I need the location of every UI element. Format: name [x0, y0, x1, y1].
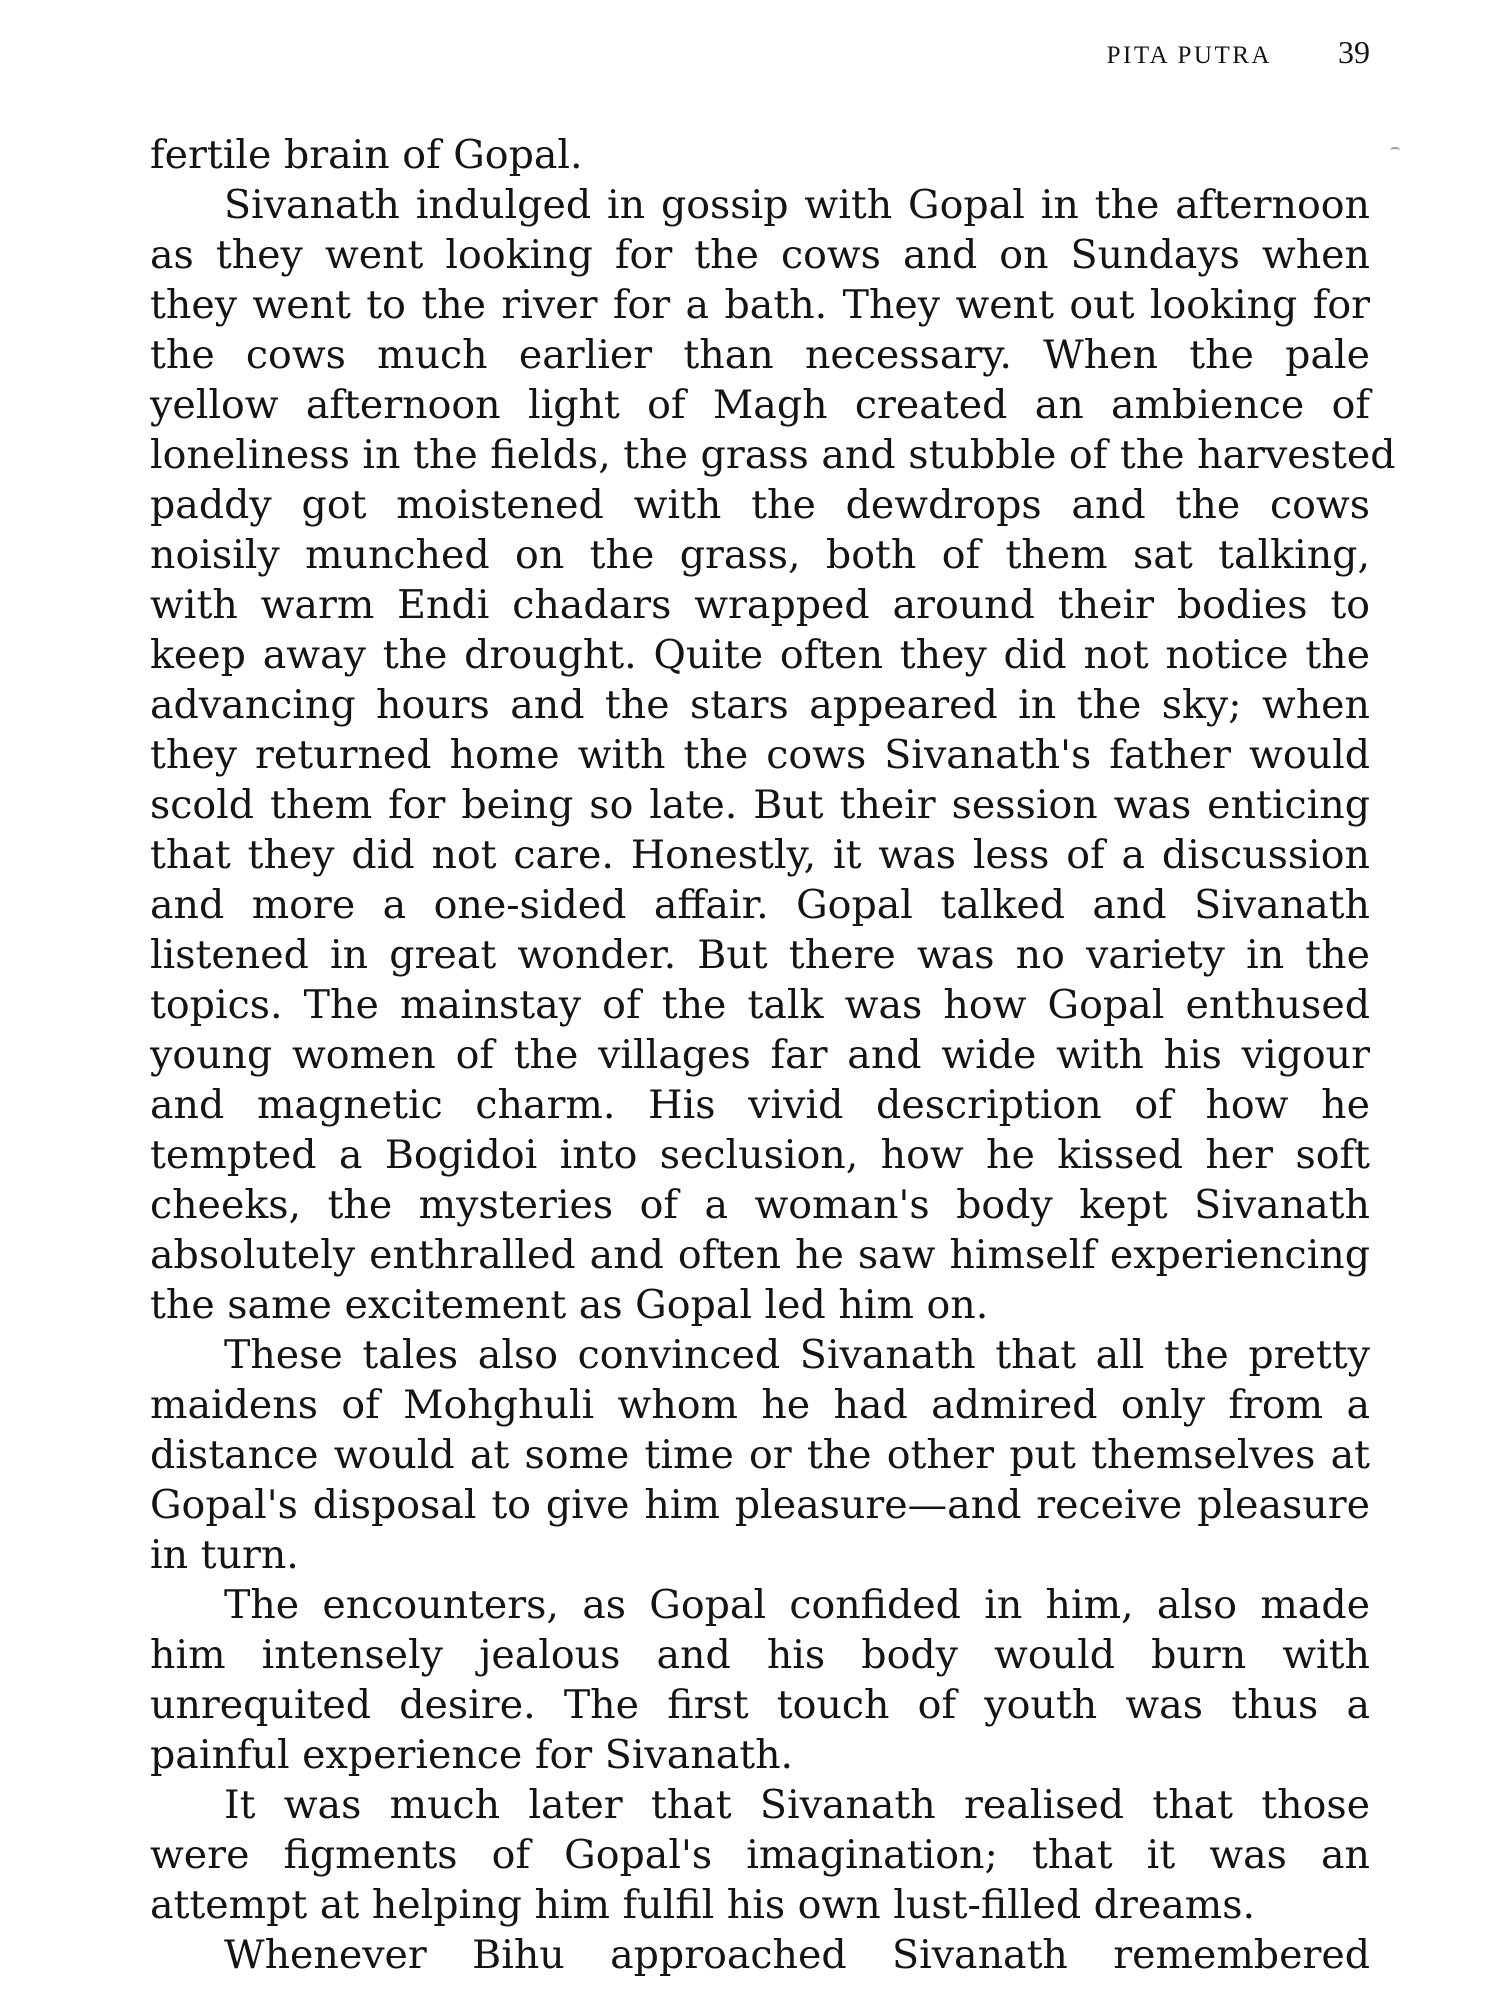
text-line: noisily munched on the grass, both of them sat talking, [150, 532, 1370, 578]
text-line: scold them for being so late. But their session was enticing [150, 782, 1370, 828]
text-line: yellow afternoon light of Magh created an ambience of [150, 382, 1370, 428]
text-line: keep away the drought. Quite often they did not notice the [150, 632, 1370, 678]
text-line: as they went looking for the cows and on Sundays when [150, 232, 1370, 278]
text-line: that they did not care. Honestly, it was less of a discussion [150, 832, 1370, 878]
text-line: they went to the river for a bath. They went out looking for [150, 282, 1370, 328]
text-line: The encounters, as Gopal confided in him, also made [224, 1582, 1370, 1628]
print-speck [1390, 147, 1400, 153]
text-line: It was much later that Sivanath realised that those [224, 1782, 1370, 1828]
text-line: were figments of Gopal's imagination; that it was an [150, 1832, 1370, 1878]
text-line: attempt at helping him fulfil his own lust-filled dreams. [150, 1882, 1256, 1928]
text-line: Whenever Bihu approached Sivanath remembered [224, 1932, 1370, 1978]
text-line: unrequited desire. The first touch of youth was thus a [150, 1682, 1370, 1728]
text-line: and magnetic charm. His vivid description of how he [150, 1082, 1370, 1128]
text-line: Gopal's disposal to give him pleasure—and receive pleasure [150, 1482, 1370, 1528]
body-text [150, 130, 1396, 1980]
running-head [1107, 34, 1370, 71]
text-line: listened in great wonder. But there was no variety in the [150, 932, 1370, 978]
text-line: and more a one-sided affair. Gopal talked and Sivanath [150, 882, 1370, 928]
text-line: maidens of Mohghuli whom he had admired only from a [150, 1382, 1370, 1428]
text-line: paddy got moistened with the dewdrops and the cows [150, 482, 1370, 528]
text-line: with warm Endi chadars wrapped around their bodies to [150, 582, 1370, 628]
text-line: Sivanath indulged in gossip with Gopal in the afternoon [224, 182, 1370, 228]
text-line: young women of the villages far and wide with his vigour [150, 1032, 1370, 1078]
text-line: the same excitement as Gopal led him on. [150, 1282, 989, 1328]
page-number: 39 [1338, 34, 1370, 70]
text-line: advancing hours and the stars appeared in the sky; when [150, 682, 1370, 728]
text-line: in turn. [150, 1532, 299, 1578]
text-line: absolutely enthralled and often he saw himself experiencing [150, 1232, 1370, 1278]
text-line: painful experience for Sivanath. [150, 1732, 794, 1778]
text-line: him intensely jealous and his body would burn with [150, 1632, 1370, 1678]
text-line: These tales also convinced Sivanath that all the pretty [224, 1332, 1370, 1378]
text-line: fertile brain of Gopal. [150, 132, 583, 178]
text-line: they returned home with the cows Sivanath's father would [150, 732, 1370, 778]
text-line: topics. The mainstay of the talk was how Gopal enthused [150, 982, 1370, 1028]
text-line: loneliness in the fields, the grass and stubble of the harvested [150, 432, 1396, 478]
text-line: tempted a Bogidoi into seclusion, how he kissed her soft [150, 1132, 1370, 1178]
text-line: cheeks, the mysteries of a woman's body kept Sivanath [150, 1182, 1370, 1228]
text-line: the cows much earlier than necessary. When the pale [150, 332, 1370, 378]
text-line: distance would at some time or the other put themselves at [150, 1432, 1370, 1478]
running-head-title: PITA PUTRA [1106, 42, 1272, 69]
